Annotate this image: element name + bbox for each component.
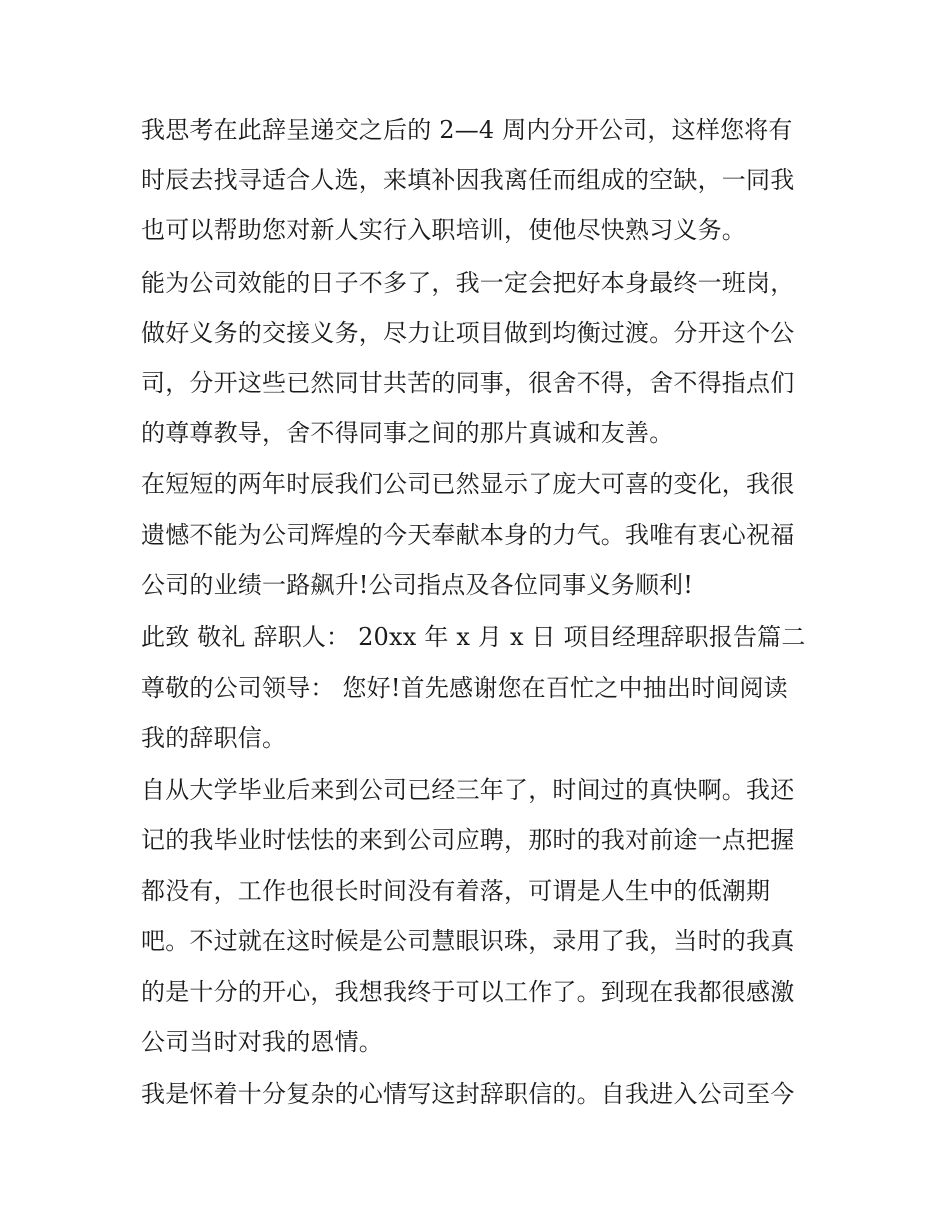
text-line: 公司的业绩一路飙升!公司指点及各位同事义务顺利! [141, 571, 694, 599]
text-line: 时辰去找寻适合人选，来填补因我离任而组成的空缺，一同我 [141, 166, 795, 194]
text-line: 都没有，工作也很长时间没有着落，可谓是人生中的低潮期 [141, 877, 771, 905]
text-line: 遗憾不能为公司辉煌的今天奉献本身的力气。我唯有衷心祝福 [141, 521, 795, 549]
text-line: 此致 敬礼 辞职人： 20xx 年 x 月 x 日 项目经理辞职报告篇二 [141, 623, 806, 651]
text-line: 我的辞职信。 [141, 724, 287, 752]
text-line: 吧。不过就在这时候是公司慧眼识珠，录用了我，当时的我真 [141, 927, 795, 955]
text-line: 公司当时对我的恩情。 [141, 1028, 383, 1056]
text-line: 记的我毕业时怯怯的来到公司应聘，那时的我对前途一点把握 [141, 826, 795, 854]
text-line: 也可以帮助您对新人实行入职培训，使他尽快熟习义务。 [141, 216, 746, 244]
text-line: 的是十分的开心，我想我终于可以工作了。到现在我都很感激 [141, 978, 795, 1006]
text-line: 做好义务的交接义务，尽力让项目做到均衡过渡。分开这个公 [141, 319, 795, 347]
text-line: 我是怀着十分复杂的心情写这封辞职信的。自我进入公司至今 [141, 1080, 795, 1108]
text-line: 司，分开这些已然同甘共苦的同事，很舍不得，舍不得指点们 [141, 369, 795, 397]
text-line: 尊敬的公司领导： 您好!首先感谢您在百忙之中抽出时间阅读 [141, 674, 788, 702]
text-line: 能为公司效能的日子不多了，我一定会把好本身最终一班岗， [141, 269, 795, 297]
text-line: 自从大学毕业后来到公司已经三年了，时间过的真快啊。我还 [141, 776, 795, 804]
text-line: 我思考在此辞呈递交之后的 2—4 周内分开公司，这样您将有 [141, 116, 793, 144]
text-line: 在短短的两年时辰我们公司已然显示了庞大可喜的变化，我很 [141, 470, 795, 498]
text-line: 的尊尊教导，舍不得同事之间的那片真诚和友善。 [141, 419, 674, 447]
